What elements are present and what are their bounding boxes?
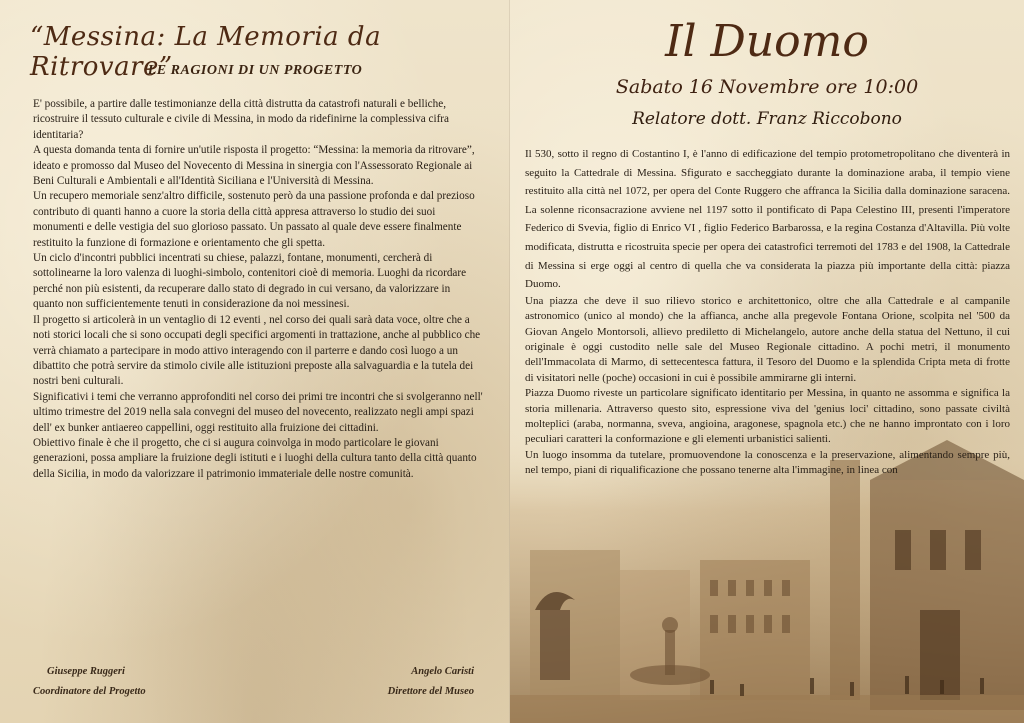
event-speaker: Relatore dott. Franz Riccobono	[632, 109, 902, 129]
signature-name: Giuseppe Ruggeri	[47, 666, 125, 677]
project-body	[33, 97, 483, 482]
event-body	[525, 145, 1010, 479]
paragraph: Significativi i temi che verranno approfonditi nel corso dei primi tre incontri che si svolgeranno nell' ultimo trimestre del 2019 nella sala convegni del museo del novecento, realizzato negli ampi spazi dell' ex bunker antiaereo cappellini, oggi restituito alla fruizione dei cittadini.	[33, 390, 483, 434]
paragraph: A questa domanda tenta di fornire un'utile risposta il progetto: “Messina: la memoria da ritrovare”, ideato e promosso dal Museo del Novecento di Messina in sinergia con l'Assessorato Regionale ai Beni Culturali e Ambientali e all'Identità Siciliana e l'Università di Messina.	[33, 144, 475, 188]
paragraph: Una piazza che deve il suo rilievo storico e architettonico, oltre che alla Cattedrale e al campanile astronomico (unico al mondo) che la affianca, anche alla pregevole Fontana Orione, scolpita nel '500 da Giovan Angelo Montorsoli, allievo prediletto di Michelangelo, autore anche della statua del Nettuno, il cui originale è oggi custodito nelle sale del Museo Regionale cittadino. A pochi metri, il monumento dell'Immacolata di Marmo, di settecentesca fattura, il Tesoro del Duomo e la splendida Cripta meta di frotte di visitatori nelle (poche) occasioni in cui è possibile ammirarne gli interni.	[525, 294, 1010, 384]
event-title: Il Duomo	[665, 16, 869, 67]
paragraph: Obiettivo finale è che il progetto, che ci si augura coinvolga in modo particolare le giovani generazioni, possa ampliare la fruizione degli istituti e i luoghi della cultura tanto della città quanto della Sicilia, in modo da valorizzare il patrimonio immateriale delle nostre comunità.	[33, 436, 477, 480]
paragraph: Il progetto si articolerà in un ventaglio di 12 eventi , nel corso dei quali sarà data voce, oltre che a noti storici locali che si sono occupati degli specifici argomenti in trattazione, anche al pubblico che verrà chiamato a partecipare in modo attivo interagendo con il parterre e dando così luogo a un dibattito che potrà servire da stimolo civile alle istituzioni preposte alla salvaguardia e la tutela dei nostri beni culturali.	[33, 313, 481, 388]
signature-name: Angelo Caristi	[411, 666, 474, 677]
signature-role: Coordinatore del Progetto	[33, 686, 146, 697]
signature-director	[370, 662, 474, 702]
event-date: Sabato 16 Novembre ore 10:00	[615, 76, 919, 98]
signature-role: Direttore del Museo	[387, 686, 474, 697]
paragraph: Piazza Duomo riveste un particolare significato identitario per Messina, in quanto ne assomma e significa la storia millenaria. Attraverso questo sito, espressione viva del 'genius loci' cittadino, sono passate civiltà molteplici (araba, normanna, sveva, angioina, aragonese, spagnola etc.) che ne hanno improntato con i loro peculiari caratteri la conformazione e gli elementi urbanistici salienti.	[525, 387, 1010, 446]
paragraph: Un ciclo d'incontri pubblici incentrati su chiese, palazzi, fontane, monumenti, cercherà di sottolinearne la loro valenza di luoghi-simbolo, contenitori cioè di memoria. Luoghi da ricordare perché non più esistenti, da recuperare dallo stato di degrado in cui versano, da valorizzare in quanto non sufficientemente tenuti in considerazione da noi messinesi.	[33, 252, 467, 311]
project-subtitle: LE RAGIONI DI UN PROGETTO	[147, 63, 363, 78]
paragraph: Un luogo insomma da tutelare, promuovendone la conoscenza e la preservazione, alimentando sempre più, nel tempo, piani di riqualificazione che possano tenerne alta l'immagine, in linea con	[525, 448, 1010, 477]
signature-coordinator	[33, 662, 146, 702]
paragraph: Il 530, sotto il regno di Costantino I, è l'anno di edificazione del tempio protometropolitano che diventerà in seguito la Cattedrale di Messina. Sfigurato e saccheggiato durante la dominazione araba, il tempio viene restituito alla città nel 1072, per opera del Conte Ruggero che affranca la Sicilia dalla dominazione saracena. La solenne riconsacrazione avviene nel 1197 sotto il pontificato di Papa Celestino III, presenti l'imperatore Federico di Svevia, figlio di Enrico VI , figlio Federico Barbarossa, e la regina Costanza d'Altavilla. Più volte modificata, distrutta e ricostruita specie per opera dei catastrofici terremoti del 1783 e del 1908, la Cattedrale di Messina si erge oggi al centro di quella che va considerata la piazza più importante della città: piazza Duomo.	[525, 148, 1010, 291]
paragraph: E' possibile, a partire dalle testimonianze della città distrutta da catastrofi naturali e belliche, ricostruire il tessuto culturale e civile di Messina, in modo da ridefinirne la complessiva cifra identitaria?	[33, 98, 449, 141]
project-title: “Messina: La Memoria da Ritrovare”	[30, 22, 382, 82]
paragraph: Un recupero memoriale senz'altro difficile, sostenuto però da una passione profonda e dal prezioso contributo di quanti hanno a cuore la storia della città appresa attraverso lo studio dei suoi monumenti e delle vestigia del suo glorioso passato. Un passato al quale deve essere finalmente restituito la funzione di formazione e orientamento che gli spetta.	[33, 190, 475, 249]
left-panel	[0, 0, 510, 723]
right-panel	[510, 0, 1024, 723]
piazza-duomo-engraving	[510, 440, 1024, 723]
